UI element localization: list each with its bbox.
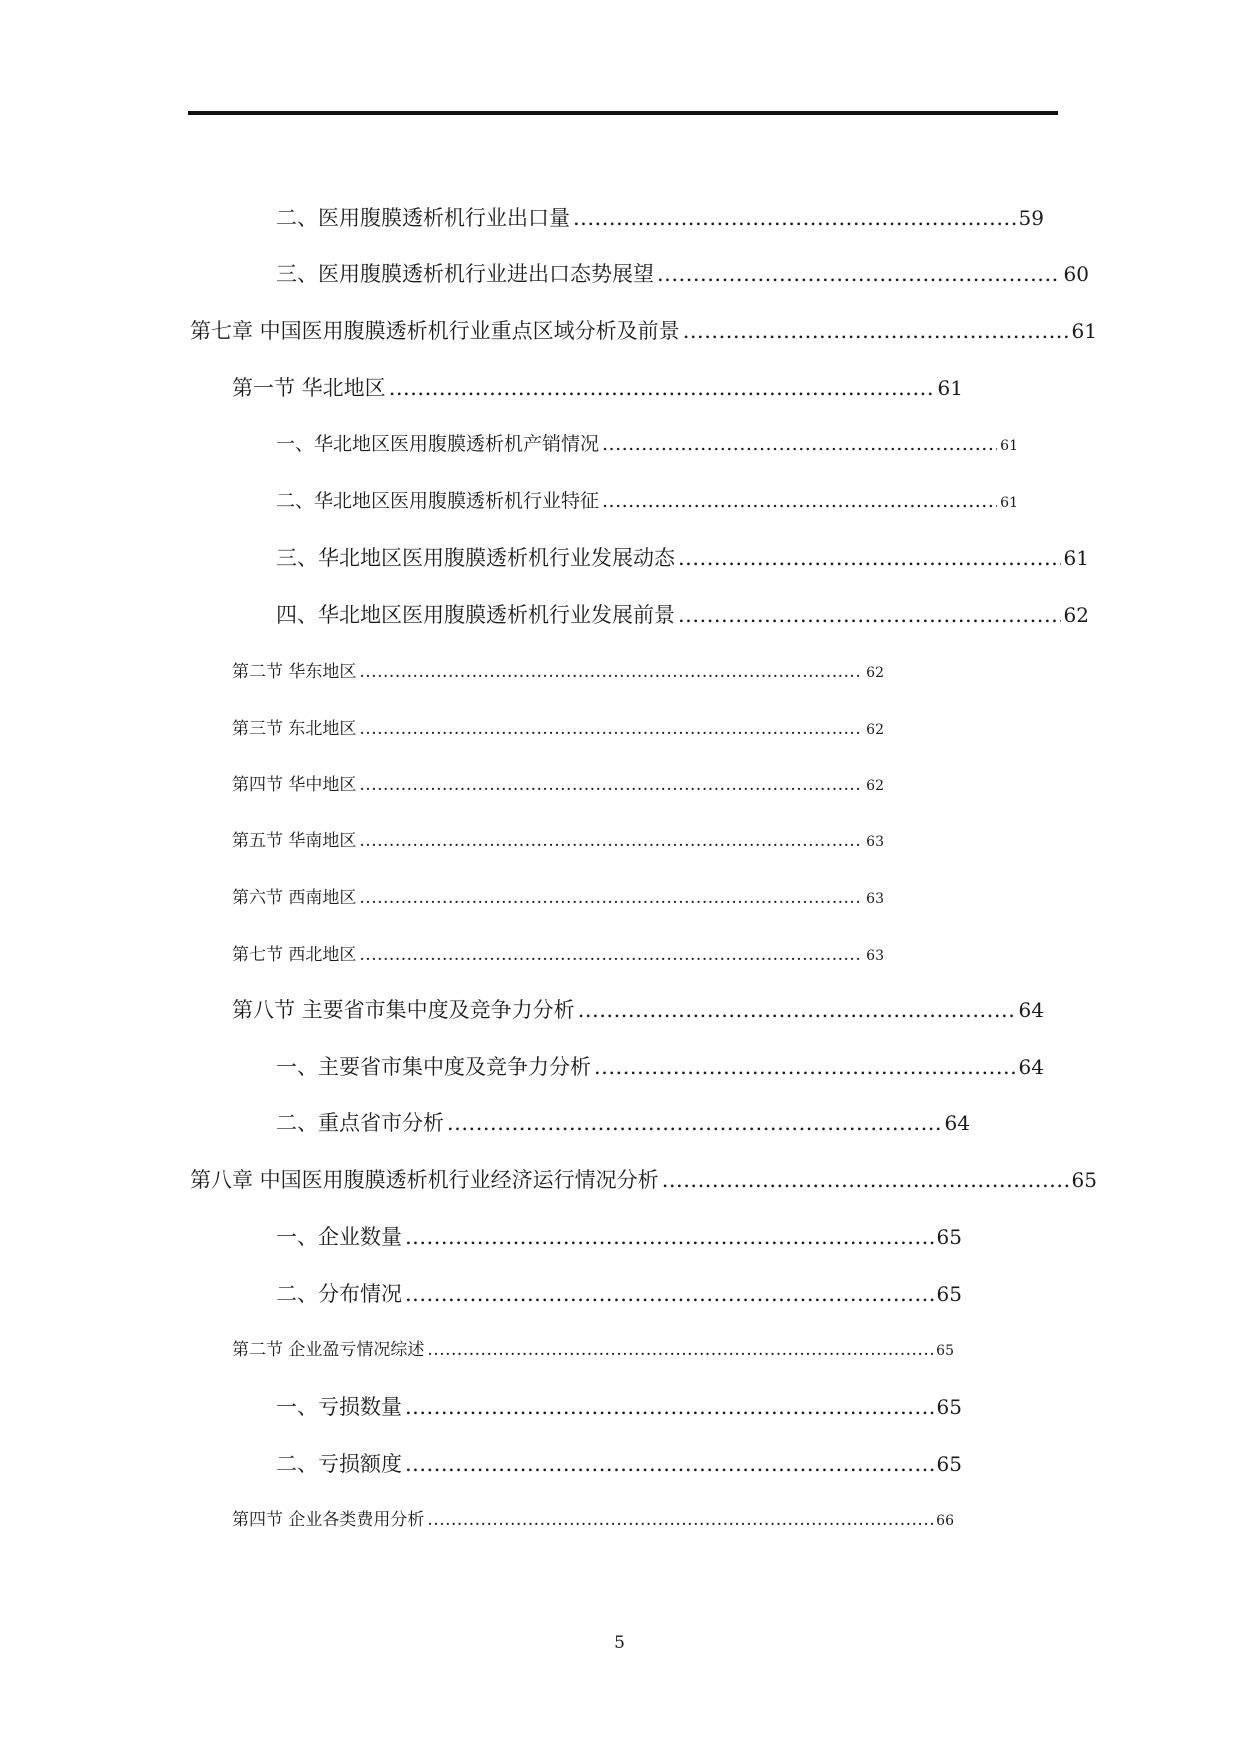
toc-entry-label: 二、亏损额度	[276, 1452, 402, 1476]
toc-entry-page: 62	[866, 665, 884, 681]
toc-entry[interactable]	[232, 770, 884, 795]
toc-entry-page: 65	[936, 1343, 954, 1359]
toc-entry-label: 一、亏损数量	[276, 1395, 402, 1419]
toc-entry[interactable]	[232, 372, 963, 402]
toc-entry[interactable]	[232, 1335, 954, 1360]
toc-entry-label: 第七章 中国医用腹膜透析机行业重点区域分析及前景	[190, 319, 680, 343]
toc-entry[interactable]	[276, 258, 1089, 288]
toc-entry-label: 二、华北地区医用腹膜透析机行业特征	[276, 490, 600, 512]
toc-entry-page: 65	[936, 1282, 962, 1306]
toc-entry[interactable]	[276, 486, 1018, 513]
toc-entry-page: 62	[866, 722, 884, 738]
toc-entry-label: 二、重点省市分析	[276, 1111, 444, 1135]
toc-entry-label: 第八章 中国医用腹膜透析机行业经济运行情况分析	[190, 1168, 659, 1192]
toc-entry[interactable]	[276, 202, 1044, 232]
toc-entry-label: 一、企业数量	[276, 1225, 402, 1249]
toc-entry-page: 65	[936, 1452, 962, 1476]
toc-entry-page: 60	[1063, 262, 1089, 286]
toc-entry-label: 四、华北地区医用腹膜透析机行业发展前景	[276, 603, 675, 627]
toc-entry[interactable]	[232, 714, 884, 739]
toc-entry[interactable]	[232, 883, 884, 908]
toc-entry-label: 第四节 华中地区	[232, 775, 357, 795]
toc-entry-page: 61	[937, 376, 963, 400]
toc-entry-label: 第三节 东北地区	[232, 719, 357, 739]
toc-entry-page: 61	[1063, 546, 1089, 570]
toc-entry-page: 64	[1018, 1055, 1044, 1079]
toc-entry-label: 第七节 西北地区	[232, 945, 357, 965]
toc-entry-page: 63	[866, 891, 884, 907]
toc-entry-label: 二、分布情况	[276, 1282, 402, 1306]
toc-entry[interactable]	[276, 1391, 962, 1421]
toc-entry-page: 59	[1018, 206, 1044, 230]
toc-entry-page: 66	[936, 1513, 954, 1529]
toc-entry[interactable]	[276, 1278, 962, 1308]
toc-entry-page: 63	[866, 834, 884, 850]
toc-entry-label: 第六节 西南地区	[232, 888, 357, 908]
toc-entry[interactable]	[276, 1221, 962, 1251]
toc-entry-page: 65	[936, 1225, 962, 1249]
toc-entry-page: 64	[944, 1111, 970, 1135]
toc-entry[interactable]	[276, 1107, 970, 1137]
toc-entry[interactable]	[232, 826, 884, 851]
toc-entry-page: 63	[866, 948, 884, 964]
toc-entry-label: 第五节 华南地区	[232, 831, 357, 851]
toc-entry[interactable]	[276, 1448, 962, 1478]
toc-entry[interactable]	[232, 657, 884, 682]
toc-entry-page: 64	[1018, 998, 1044, 1022]
toc-entry-label: 一、华北地区医用腹膜透析机产销情况	[276, 433, 600, 455]
toc-entry-label: 三、医用腹膜透析机行业进出口态势展望	[276, 262, 654, 286]
toc-entry-label: 第四节 企业各类费用分析	[232, 1510, 425, 1530]
page-number: 5	[614, 1633, 625, 1653]
toc-entry-page: 62	[1063, 603, 1089, 627]
toc-entry-label: 第二节 企业盈亏情况综述	[232, 1340, 425, 1360]
toc-entry[interactable]	[276, 599, 1089, 629]
toc-entry[interactable]	[232, 940, 884, 965]
toc-entry[interactable]	[232, 1505, 954, 1530]
toc-entry-label: 第二节 华东地区	[232, 662, 357, 682]
toc-entry-page: 61	[1000, 495, 1018, 511]
toc-entry-label: 二、医用腹膜透析机行业出口量	[276, 206, 570, 230]
toc-entry[interactable]	[232, 994, 1044, 1024]
toc-entry-label: 第八节 主要省市集中度及竞争力分析	[232, 998, 575, 1022]
toc-entry-page: 65	[1071, 1168, 1097, 1192]
toc-entry[interactable]	[190, 1164, 1097, 1194]
toc-entry-label: 一、主要省市集中度及竞争力分析	[276, 1055, 591, 1079]
toc-entry-page: 65	[936, 1395, 962, 1419]
toc-entry-label: 三、华北地区医用腹膜透析机行业发展动态	[276, 546, 675, 570]
toc-entry-page: 62	[866, 778, 884, 794]
toc-entry-page: 61	[1071, 319, 1097, 343]
toc-entry[interactable]	[276, 429, 1018, 456]
toc-entry-label: 第一节 华北地区	[232, 376, 386, 400]
toc-entry-page: 61	[1000, 438, 1018, 454]
toc-entry[interactable]	[276, 1051, 1044, 1081]
toc-entry[interactable]	[276, 542, 1089, 572]
toc-entry[interactable]	[190, 315, 1097, 345]
